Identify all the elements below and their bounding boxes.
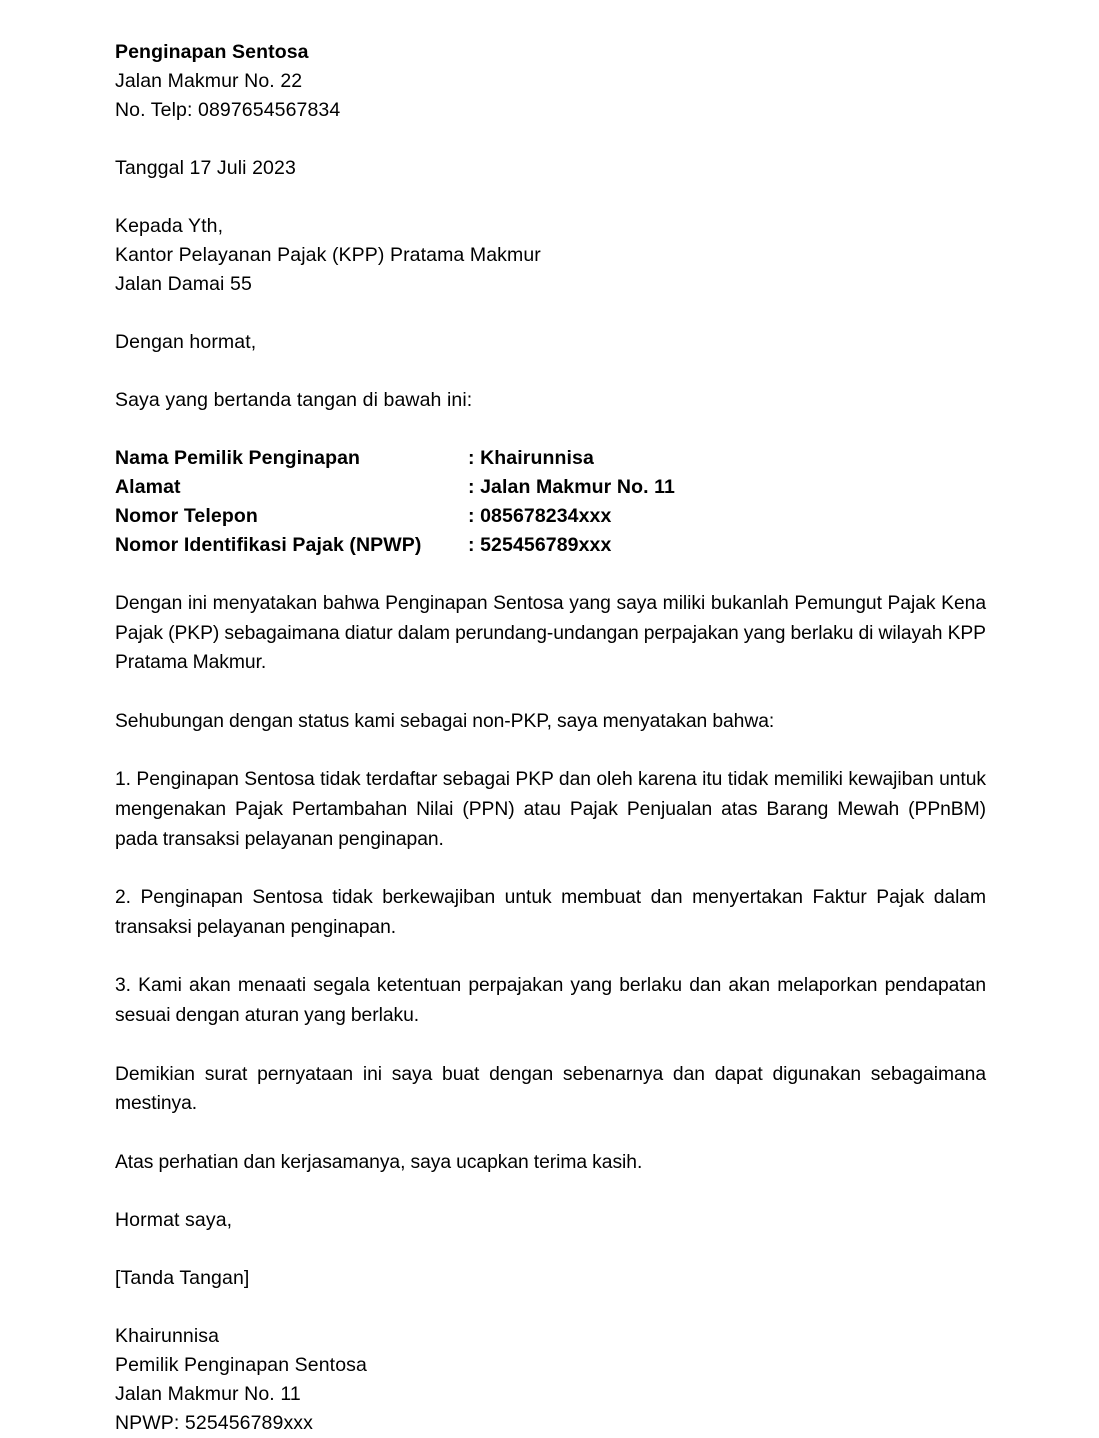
spacer — [115, 1119, 985, 1148]
identity-value: : Khairunnisa — [468, 447, 594, 469]
recipient-salutation: Kepada Yth, — [115, 215, 224, 237]
date-block — [115, 154, 986, 183]
closing-statement-paragraph: Demikian surat pernyataan ini saya buat dengan sebenarnya dan dapat digunakan sebagaimana mestinya. — [115, 1063, 986, 1115]
identity-label: Alamat — [115, 476, 181, 498]
sign-off-line: Hormat saya, — [115, 1209, 233, 1232]
recipient-address: Jalan Damai 55 — [115, 273, 252, 295]
table-row — [115, 531, 675, 560]
spacer — [115, 1293, 985, 1322]
spacer — [115, 1031, 985, 1060]
date-line: Tanggal 17 Juli 2023 — [115, 157, 296, 179]
identity-label: Nama Pemilik Penginapan — [115, 447, 361, 469]
spacer — [115, 942, 985, 971]
point-item-1: 1. Penginapan Sentosa tidak terdaftar sebagai PKP dan oleh karena itu tidak memiliki kewajiban untuk mengenakan Pajak Pertambahan Nilai (PPN) atau Pajak Penjualan atas Barang Mewah (PPnBM) pada transaksi pelayanan penginapan. — [115, 769, 986, 850]
identity-label: Nomor Identifikasi Pajak (NPWP) — [115, 534, 422, 556]
letterhead — [115, 38, 986, 125]
spacer — [115, 854, 985, 883]
identity-value: : 085678234xxx — [468, 505, 612, 527]
signature-placeholder: [Tanda Tangan] — [115, 1267, 250, 1290]
identity-table — [115, 444, 675, 560]
spacer — [115, 560, 985, 589]
table-row — [115, 502, 675, 531]
signatory-address: Jalan Makmur No. 11 — [115, 1383, 301, 1406]
identity-label: Nomor Telepon — [115, 505, 258, 527]
spacer — [115, 678, 985, 707]
spacer — [115, 125, 985, 154]
greeting-line: Dengan hormat, — [115, 331, 257, 353]
signatory-name: Khairunnisa — [115, 1325, 220, 1348]
statement-paragraph: Dengan ini menyatakan bahwa Penginapan Sentosa yang saya miliki bukanlah Pemungut Pajak Kena Pajak (PKP) sebagaimana diatur dalam perundang-undangan perpajakan yang berlaku di wilayah KPP Pratama Makmur. — [115, 593, 986, 674]
spacer — [115, 299, 985, 328]
company-name: Penginapan Sentosa — [115, 41, 309, 63]
signatory-block — [115, 1322, 986, 1438]
spacer — [115, 1177, 985, 1206]
recipient-block — [115, 212, 986, 299]
identity-value: : 525456789xxx — [468, 534, 612, 556]
signatory-role: Pemilik Penginapan Sentosa — [115, 1354, 367, 1377]
signatory-npwp: NPWP: 525456789xxx — [115, 1412, 313, 1435]
sign-off-block — [115, 1206, 986, 1235]
recipient-office: Kantor Pelayanan Pajak (KPP) Pratama Makmur — [115, 244, 541, 266]
spacer — [115, 1235, 985, 1264]
point-item-2: 2. Penginapan Sentosa tidak berkewajiban untuk membuat dan menyertakan Faktur Pajak dalam transaksi pelayanan penginapan. — [115, 887, 986, 938]
spacer — [115, 183, 985, 212]
point-item-3: 3. Kami akan menaati segala ketentuan perpajakan yang berlaku dan akan melaporkan pendapatan sesuai dengan aturan yang berlaku. — [115, 975, 986, 1026]
lead-in-paragraph: Sehubungan dengan status kami sebagai non-PKP, saya menyatakan bahwa: — [115, 710, 775, 732]
thanks-paragraph: Atas perhatian dan kerjasamanya, saya ucapkan terima kasih. — [115, 1151, 643, 1173]
company-phone: No. Telp: 0897654567834 — [115, 99, 341, 121]
signature-placeholder-block — [115, 1264, 986, 1293]
table-row — [115, 473, 675, 502]
intro-block — [115, 386, 986, 415]
greeting-block — [115, 328, 986, 357]
table-row — [115, 444, 675, 473]
identity-value: : Jalan Makmur No. 11 — [468, 476, 675, 498]
intro-line: Saya yang bertanda tangan di bawah ini: — [115, 389, 473, 411]
spacer — [115, 736, 985, 765]
spacer — [115, 357, 985, 386]
company-address: Jalan Makmur No. 22 — [115, 70, 303, 92]
